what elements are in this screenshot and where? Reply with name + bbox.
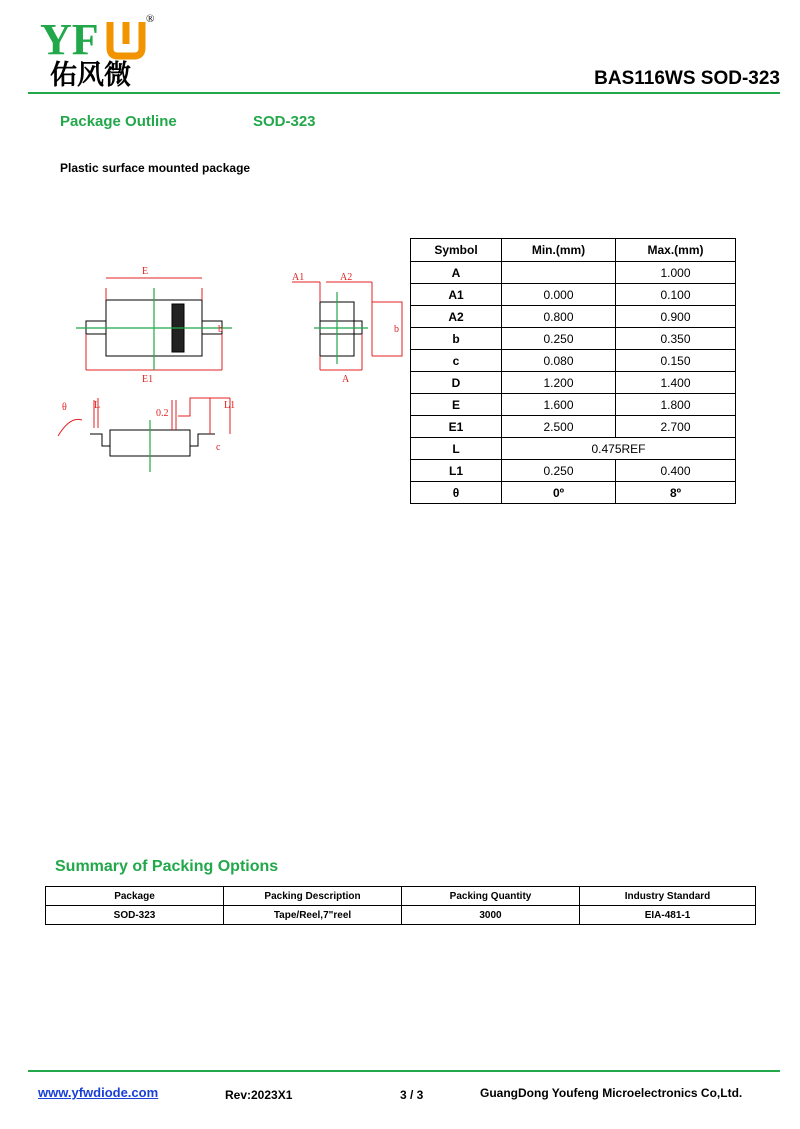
table-row: θ 0º 8º (411, 482, 736, 504)
packing-options-title: Summary of Packing Options (55, 858, 279, 875)
svg-text:E1: E1 (142, 374, 154, 385)
svg-text:A1: A1 (292, 272, 305, 283)
table-row: L1 0.250 0.400 (411, 460, 736, 482)
website-link[interactable]: www.yfwdiode.com (38, 1085, 159, 1100)
svg-text:b: b (218, 324, 223, 335)
svg-text:c: c (216, 442, 221, 453)
table-row: c 0.080 0.150 (411, 350, 736, 372)
svg-text:0.2: 0.2 (156, 408, 169, 419)
logo-letters: YF (40, 15, 99, 64)
page-number: 3 / 3 (400, 1088, 424, 1102)
footer-divider (28, 1070, 780, 1072)
table-row: D 1.200 1.400 (411, 372, 736, 394)
logo-u-mark (110, 22, 142, 56)
package-outline-title: Package Outline (60, 113, 177, 130)
svg-text:A2: A2 (340, 272, 353, 283)
col-max: Max.(mm) (616, 239, 736, 262)
company-logo (40, 8, 170, 90)
table-row: b 0.250 0.350 (411, 328, 736, 350)
svg-text:θ: θ (62, 402, 67, 413)
registered-mark: ® (146, 13, 155, 25)
table-row: A 1.000 (411, 262, 736, 284)
part-title: BAS116WS SOD-323 (594, 68, 780, 89)
svg-text:b: b (394, 324, 399, 335)
col-min: Min.(mm) (502, 239, 616, 262)
package-description: Plastic surface mounted package (60, 161, 251, 175)
table-row: E 1.600 1.800 (411, 394, 736, 416)
col-symbol: Symbol (411, 239, 502, 262)
packing-table (45, 886, 756, 925)
dimension-table-header (411, 239, 736, 262)
svg-text:L1: L1 (224, 400, 236, 411)
revision-label: Rev:2023X1 (225, 1088, 293, 1102)
outline-drawing (50, 258, 410, 488)
table-row: SOD-323 Tape/Reel,7"reel 3000 EIA-481-1 (46, 906, 756, 925)
svg-text:L: L (94, 400, 101, 411)
package-outline-name: SOD-323 (253, 113, 316, 130)
header-divider (28, 92, 780, 94)
packing-table-header: Package Packing Description Packing Quantity Industry Standard (46, 887, 756, 906)
center-lines (76, 288, 368, 472)
table-row: A1 0.000 0.100 (411, 284, 736, 306)
svg-text:E: E (142, 266, 149, 277)
company-name: GuangDong Youfeng Microelectronics Co,Ltd. (480, 1086, 743, 1100)
table-row: L 0.475REF (411, 438, 736, 460)
svg-text:A: A (342, 374, 350, 385)
table-row: A2 0.800 0.900 (411, 306, 736, 328)
table-row: E1 2.500 2.700 (411, 416, 736, 438)
dimension-table (410, 238, 736, 504)
logo-chinese-text: 佑风微 (50, 60, 131, 90)
